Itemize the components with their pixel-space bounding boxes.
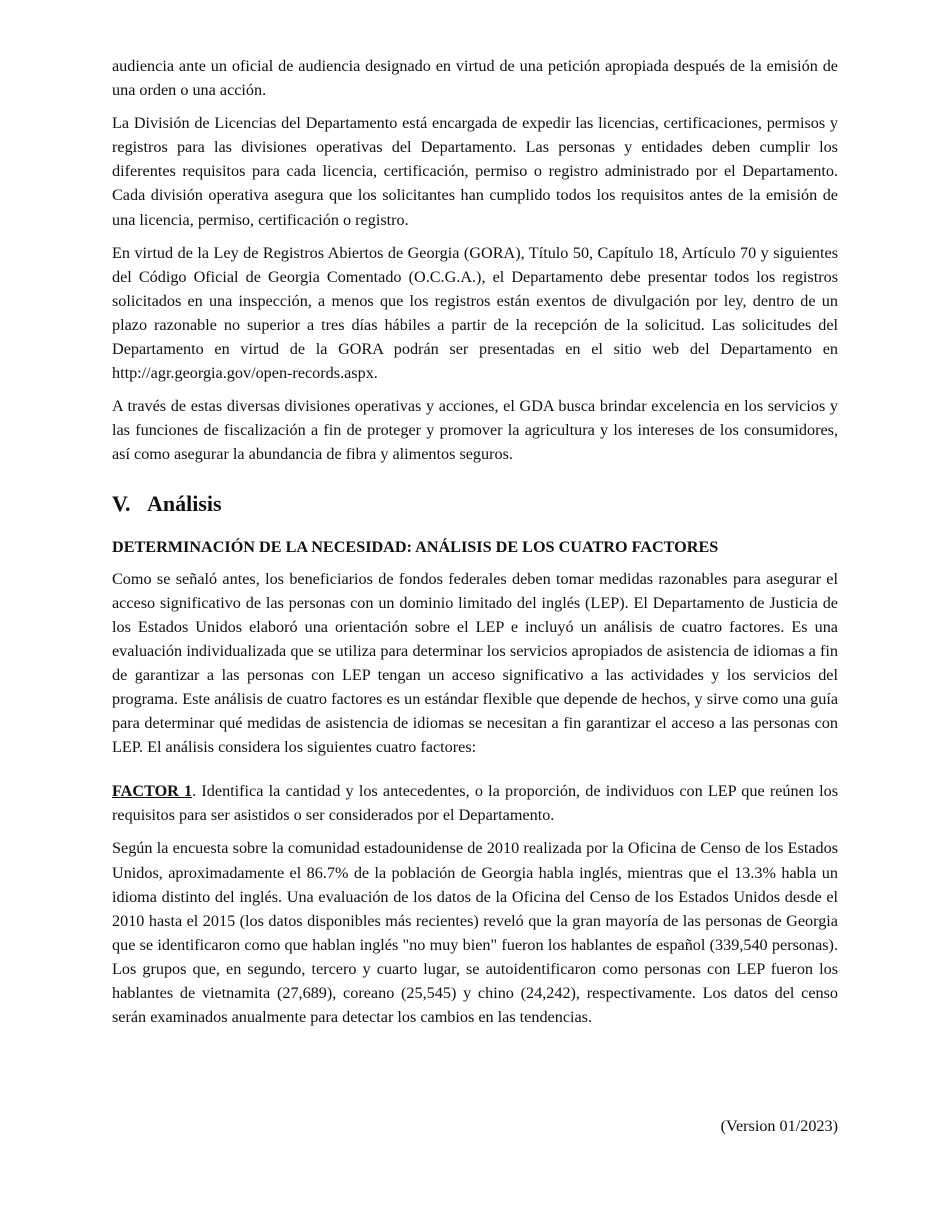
paragraph-hearing: audiencia ante un oficial de audiencia designado en virtud de una petición apropiada después de la emisión de una orden o una acción. xyxy=(112,57,838,100)
subheading-four-factors: DETERMINACIÓN DE LA NECESIDAD: ANÁLISIS DE LOS CUATRO FACTORES xyxy=(112,537,719,556)
paragraph-open-records: En virtud de la Ley de Registros Abiertos de Georgia (GORA), Título 50, Capítulo 18, Artículo 70 y siguientes del Código Oficial de Georgia Comentado (O.C.G.A.), el Departamento debe presentar todos los registros solicitados en una inspección, a menos que los registros están exentos de divulgación por ley, dentro de un plazo razonable no superior a tres días hábiles a partir de la recepción de la solicitud. Las solicitudes del Departamento en virtud de la GORA podrán ser presentadas en el sitio web del Departamento en http://agr.georgia.gov/open-records.aspx. xyxy=(112,243,838,383)
factor-1-label-suffix: . xyxy=(192,782,197,801)
section-number: V. xyxy=(112,490,131,516)
section-title: Análisis xyxy=(147,490,222,516)
paragraph-gda-mission: A través de estas diversas divisiones operativas y acciones, el GDA busca brindar excelencia en los servicios y las funciones de fiscalización a fin de proteger y promover la agricultura y los intereses de los consumidores, así como asegurar la abundancia de fibra y alimentos seguros. xyxy=(112,397,838,464)
factor-1-text: Identifica la cantidad y los antecedentes, o la proporción, de individuos con LEP que reúnen los requisitos para ser asistidos o ser considerados por el Departamento. xyxy=(112,782,838,825)
version-footer: (Version 01/2023) xyxy=(720,1117,838,1135)
document-page xyxy=(112,54,838,1038)
factor-1-label: FACTOR 1 xyxy=(112,782,193,801)
paragraph-four-factor-analysis: Como se señaló antes, los beneficiarios de fondos federales deben tomar medidas razonables para asegurar el acceso significativo de las personas con un dominio limitado del inglés (LEP). El Departamento de Justicia de los Estados Unidos elaboró una orientación sobre el LEP e incluyó un análisis de cuatro factores. Es una evaluación individualizada que se utiliza para determinar los servicios apropiados de asistencia de idiomas a fin de garantizar a las personas con LEP tengan un acceso significativo a las actividades y los servicios del programa. Este análisis de cuatro factores es un estándar flexible que depende de hechos, y sirve como una guía para determinar qué medidas de asistencia de idiomas se necesitan a fin garantizar el acceso a las personas con LEP. El análisis considera los siguientes cuatro factores: xyxy=(112,569,838,757)
factor-1-paragraph xyxy=(112,779,838,827)
paragraph-census-data: Según la encuesta sobre la comunidad estadounidense de 2010 realizada por la Oficina de Censo de los Estados Unidos, aproximadamente el 86.7% de la población de Georgia habla inglés, mientras que el 13.3% habla un idioma distinto del inglés. Una evaluación de los datos de la Oficina del Censo de los Estados Unidos desde el 2010 hasta el 2015 (los datos disponibles más recientes) reveló que la gran mayoría de las personas de Georgia que se identificaron como que hablan inglés "no muy bien" fueron los hablantes de español (339,540 personas). Los grupos que, en segundo, tercero y cuarto lugar, se autoidentificaron como personas con LEP fueron los hablantes de vietnamita (27,689), coreano (25,545) y chino (24,242), respectivamente. Los datos del censo serán examinados anualmente para detectar los cambios en las tendencias. xyxy=(112,839,838,1027)
section-heading xyxy=(112,489,838,519)
paragraph-licensing-division: La División de Licencias del Departamento está encargada de expedir las licencias, certificaciones, permisos y registros para las divisiones operativas del Departamento. Las personas y entidades deben cumplir los diferentes requisitos para cada licencia, certificación, permiso o registro administrado por el Departamento. Cada división operativa asegura que los solicitantes han cumplido todos los requisitos antes de la emisión de una licencia, permiso, certificación o registro. xyxy=(112,114,838,229)
